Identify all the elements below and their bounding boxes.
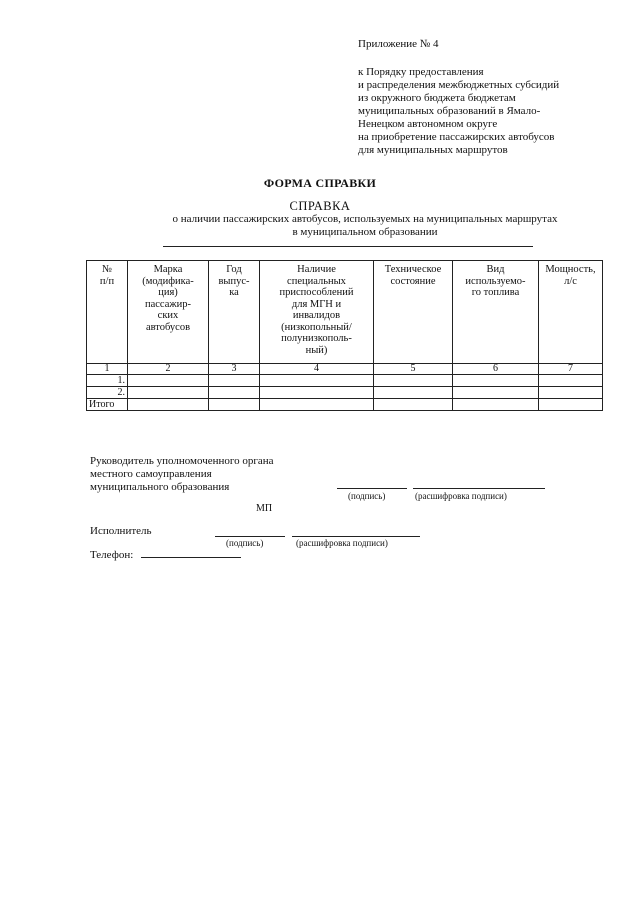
manager-signature-caption: (подпись)	[348, 491, 386, 501]
table-cell	[209, 399, 260, 411]
table-cell	[128, 399, 209, 411]
table-cell	[209, 375, 260, 387]
executor-decoding-caption: (расшифровка подписи)	[296, 538, 388, 548]
table-cell	[453, 399, 539, 411]
column-number: 1	[87, 364, 128, 375]
municipality-blank-line	[163, 246, 533, 247]
table-cell	[209, 387, 260, 399]
table-cell	[453, 375, 539, 387]
column-number: 4	[260, 364, 374, 375]
appendix-line: Ненецком автономном округе	[358, 118, 498, 130]
executor-label: Исполнитель	[90, 525, 152, 537]
column-number-row	[87, 364, 603, 375]
phone-blank-line	[141, 557, 241, 558]
manager-decoding-line	[413, 488, 545, 489]
column-number: 6	[453, 364, 539, 375]
column-number: 7	[539, 364, 603, 375]
table-cell	[374, 387, 453, 399]
form-title: ФОРМА СПРАВКИ	[263, 176, 377, 190]
appendix-line: для муниципальных маршрутов	[358, 144, 508, 156]
table-total-row	[87, 399, 603, 411]
table-cell	[539, 399, 603, 411]
manager-line: муниципального образования	[90, 481, 230, 493]
appendix-line: на приобретение пассажирских автобусов	[358, 131, 555, 143]
certificate-title: СПРАВКА	[289, 199, 351, 213]
buses-table	[86, 260, 603, 411]
appendix-line: к Порядку предоставления	[358, 66, 484, 78]
table-cell	[260, 375, 374, 387]
table-cell	[128, 387, 209, 399]
table-cell	[539, 387, 603, 399]
header-cell: Вид используемо- го топлива	[453, 261, 539, 364]
header-cell: Мощность, л/с	[539, 261, 603, 364]
column-number: 3	[209, 364, 260, 375]
executor-signature-line	[215, 536, 285, 537]
table-cell	[539, 375, 603, 387]
header-cell: Марка (модифика- ция) пассажир- ских автобусов	[128, 261, 209, 364]
row-number: 1.	[87, 375, 128, 387]
header-cell: Техническое состояние	[374, 261, 453, 364]
certificate-subtitle-line2: в муниципальном образовании	[292, 226, 438, 238]
table-cell	[260, 387, 374, 399]
manager-line: местного самоуправления	[90, 468, 212, 480]
executor-signature-caption: (подпись)	[226, 538, 264, 548]
column-number: 5	[374, 364, 453, 375]
manager-decoding-caption: (расшифровка подписи)	[415, 491, 507, 501]
appendix-line: муниципальных образований в Ямало-	[358, 105, 541, 117]
column-number: 2	[128, 364, 209, 375]
table-row	[87, 375, 603, 387]
table-cell	[374, 375, 453, 387]
table-header-row	[87, 261, 603, 364]
appendix-number: Приложение № 4	[358, 38, 439, 50]
appendix-line: и распределения межбюджетных субсидий	[358, 79, 560, 91]
table-cell	[374, 399, 453, 411]
table-row	[87, 387, 603, 399]
appendix-line: из окружного бюджета бюджетам	[358, 92, 516, 104]
stamp-label: МП	[256, 503, 273, 514]
header-cell: Год выпус- ка	[209, 261, 260, 364]
table-cell	[260, 399, 374, 411]
manager-line: Руководитель уполномоченного органа	[90, 455, 274, 467]
phone-label: Телефон:	[90, 549, 134, 561]
executor-decoding-line	[292, 536, 420, 537]
row-number: 2.	[87, 387, 128, 399]
total-label: Итого	[87, 399, 128, 411]
table-cell	[128, 375, 209, 387]
manager-signature-line	[337, 488, 407, 489]
table-cell	[453, 387, 539, 399]
header-cell: № п/п	[87, 261, 128, 364]
manager-block	[90, 455, 274, 494]
header-cell: Наличие специальных приспособлений для МГН и инвалидов (низкопольный/ полунизкополь- ный)	[260, 261, 374, 364]
certificate-subtitle-line1: о наличии пассажирских автобусов, используемых на муниципальных маршрутах	[172, 213, 558, 225]
appendix-block	[358, 38, 559, 157]
